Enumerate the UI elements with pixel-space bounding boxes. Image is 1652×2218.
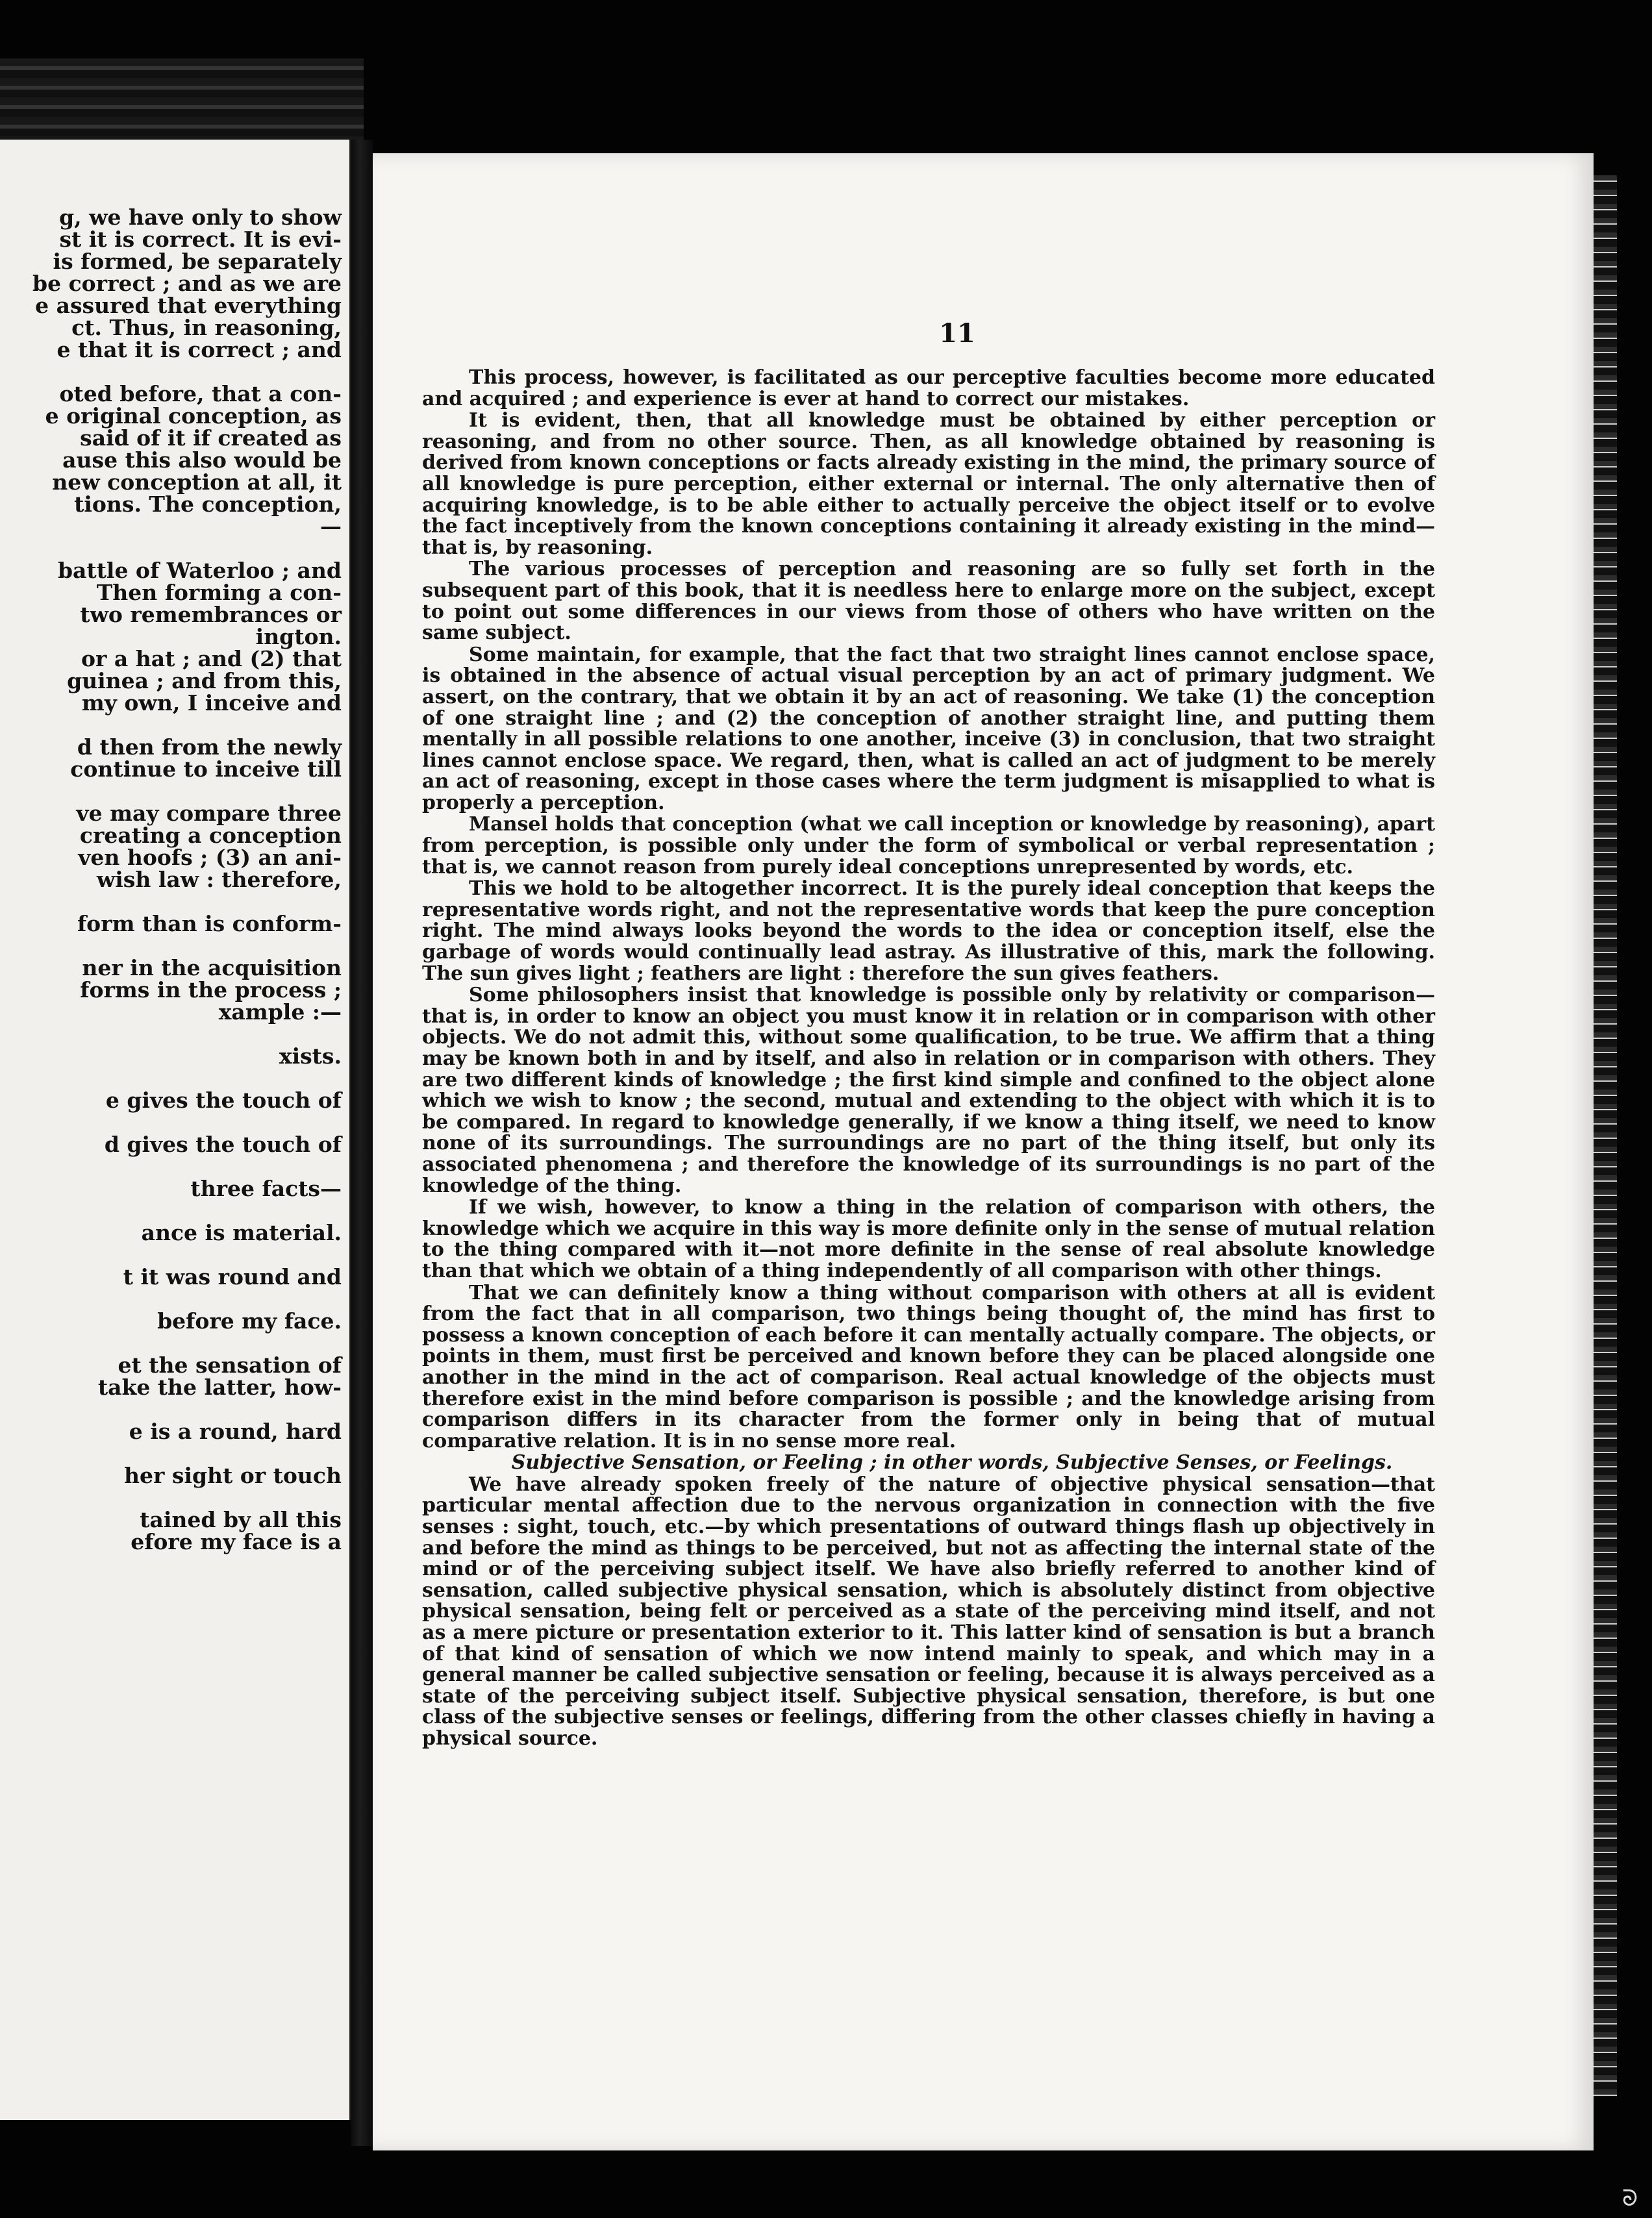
- body-text: [422, 368, 1435, 1751]
- left-page-line: ause this also would be: [62, 447, 342, 473]
- left-page-line: three facts—: [190, 1176, 342, 1201]
- left-page-line: Then forming a con-: [96, 580, 342, 605]
- left-page-line: continue to inceive till: [70, 756, 342, 782]
- left-page-line: d then from the newly: [77, 734, 342, 760]
- left-page-line: or a hat ; and (2) that: [81, 646, 342, 671]
- right-page: [373, 153, 1594, 2150]
- left-page-line: e assured that everything: [35, 293, 342, 318]
- section-heading: Subjective Sensation, or Feeling ; in other words, Subjective Senses, or Feelings.: [511, 1451, 1393, 1475]
- binding-gutter: [351, 140, 373, 2146]
- left-page-line: e original conception, as: [45, 403, 342, 429]
- left-page-line: xists.: [279, 1043, 342, 1069]
- left-page-line: form than is conform-: [77, 911, 342, 936]
- left-page-line: ct. Thus, in reasoning,: [71, 315, 342, 340]
- paragraph: The various processes of perception and reasoning are so fully set forth in the subsequent part of this book, that it is needless here to enlarge more on the subject, except to point out some differences in our views from those of others who have written on the same subject.: [422, 558, 1435, 645]
- left-page-line: ve may compare three: [76, 801, 342, 826]
- left-page-line: e that it is correct ; and: [56, 337, 342, 362]
- left-page-line: her sight or touch: [124, 1463, 342, 1488]
- left-page-line: two remembrances or: [80, 602, 342, 627]
- left-page-line: my own, I inceive and: [81, 690, 342, 716]
- left-page-line: battle of Waterloo ; and: [57, 558, 342, 583]
- paragraph: It is evident, then, that all knowledge must be obtained by either perception or reasoning, and from no other source. Then, as all knowledge obtained by reasoning is derived from known conceptions or facts already existing in the mind, the primary source of all knowledge is pure perception, either external or internal. The only alternative then of acquiring knowledge, is to be able either to actually perceive the object itself or to evolve the fact inceptively from the known conceptions containing it already existing in the mind—that is, by reasoning.: [422, 409, 1435, 559]
- left-page-line: forms in the process ;: [80, 977, 342, 1003]
- left-page-line: oted before, that a con-: [59, 381, 342, 406]
- left-page-line: new conception at all, it: [52, 469, 342, 495]
- book-fore-edge: [1594, 175, 1617, 2097]
- left-page-line: take the latter, how-: [97, 1375, 342, 1400]
- left-page: [0, 140, 353, 2120]
- paragraph: That we can definitely know a thing without comparison with others at all is evident from the fact that in all comparison, two things being thought of, the mind has first to possess a known conception of each before it can mentally actually compare. The objects, or points in them, must first be perceived and known before they can be placed alongside one another in the mind in the act of comparison. Real actual knowledge of the objects must therefore exist in the mind before comparison is possible ; and the knowledge arising from comparison differs in its character from the former only in being that of mutual comparative relation. It is in no sense more real.: [422, 1281, 1435, 1452]
- left-page-line: said of it if created as: [80, 425, 342, 451]
- paragraph: Some philosophers insist that knowledge is possible only by relativity or comparison—that is, in order to know an object you must know it in relation or in comparison with other objects. We do not admit this, without some qualification, to be true. We affirm that a thing may be known both in and by itself, and also in relation or in comparison with others. They are two different kinds of knowledge ; the first kind simple and confined to the object alone which we wish to know ; the second, mutual and extending to the object with which it is to be compared. In regard to knowledge generally, if we know a thing itself, we need to know none of its surroundings. The surroundings are no part of the thing itself, but only its associated phenomena ; and therefore the knowledge of its surroundings is no part of the knowledge of the thing.: [422, 984, 1435, 1197]
- left-page-line: guinea ; and from this,: [67, 668, 342, 693]
- left-page-line: ven hoofs ; (3) an ani-: [78, 845, 342, 870]
- left-page-line: e is a round, hard: [129, 1419, 342, 1444]
- left-page-line: efore my face is a: [131, 1529, 342, 1554]
- paragraph: If we wish, however, to know a thing in the relation of comparison with others, the knowledge which we acquire in this way is more definite only in the sense of mutual relation to the thing compared with it—not more definite in the sense of real absolute knowledge than that which we obtain of a thing independently of all comparison with other things.: [422, 1196, 1435, 1282]
- left-page-line: is formed, be separately: [53, 249, 342, 274]
- left-page-line: tained by all this: [140, 1507, 342, 1532]
- paragraph: This process, however, is facilitated as our perceptive faculties become more educated and acquired ; and experience is ever at hand to correct our mistakes.: [422, 366, 1435, 410]
- left-page-line: t it was round and: [123, 1264, 342, 1290]
- left-page-line: e gives the touch of: [105, 1088, 342, 1113]
- left-page-line: g, we have only to show: [59, 205, 342, 230]
- left-page-line: creating a conception: [79, 823, 342, 848]
- left-page-line: ance is material.: [141, 1220, 342, 1245]
- left-page-line: et the sensation of: [118, 1352, 342, 1378]
- page-number: 11: [939, 318, 975, 349]
- paragraph: This we hold to be altogether incorrect. It is the purely ideal conception that keeps the representative words right, and not the representative words that keep the pure conception right. The mind always looks beyond the words to the idea or conception itself, else the garbage of words would continually lead astray. As illustrative of this, mark the following. The sun gives light ; feathers are light : therefore the sun gives feathers.: [422, 877, 1435, 985]
- scan-corner-mark: ᘐ: [1622, 2186, 1638, 2212]
- paragraph: We have already spoken freely of the nature of objective physical sensation—that particular mental affection due to the nervous organization in connection with the five senses : sight, touch, etc.—by which presentations of outward things flash up objectively in and before the mind as things to be perceived, but not as affecting the internal state of the mind or of the perceiving subject itself. We have also briefly referred to another kind of sensation, called subjective physical sensation, which is absolutely distinct from objective physical sensation, being felt or perceived as a state of the perceiving mind itself, and not as a mere picture or presentation exterior to it. This latter kind of sensation is but a branch of that kind of sensation of which we now intend mainly to speak, and which may in a general manner be called subjective sensation or feeling, because it is always perceived as a state of the perceiving subject itself. Subjective physical sensation, therefore, is but one class of the subjective senses or feelings, differing from the other classes chiefly in having a physical source.: [422, 1473, 1435, 1750]
- paragraph: Mansel holds that conception (what we call inception or knowledge by reasoning), apart from perception, is possible only under the form of symbolical or verbal representation ; that is, we cannot reason from purely ideal conceptions unrepresented by words, etc.: [422, 813, 1435, 878]
- left-page-line: ington.: [255, 624, 342, 649]
- left-page-line: before my face.: [157, 1308, 342, 1334]
- paragraph: Some maintain, for example, that the fact that two straight lines cannot enclose space, is obtained in the absence of actual visual perception by an act of primary judgment. We assert, on the contrary, that we obtain it by an act of reasoning. We take (1) the conception of one straight line ; and (2) the conception of another straight line, and putting them mentally in all possible relations to one another, inceive (3) in conclusion, that two straight lines cannot enclose space. We regard, then, what is called an act of judgment to be merely an act of reasoning, except in those cases where the term judgment is misapplied to what is properly a perception.: [422, 643, 1435, 814]
- left-page-line: be correct ; and as we are: [32, 271, 342, 296]
- left-page-line: st it is correct. It is evi-: [59, 227, 342, 252]
- left-page-line: ner in the acquisition: [82, 955, 342, 980]
- left-page-line: —: [320, 514, 342, 539]
- left-page-line: wish law : therefore,: [96, 867, 342, 892]
- left-page-line: d gives the touch of: [104, 1132, 342, 1157]
- left-page-line: xample :—: [218, 999, 342, 1025]
- left-page-line: tions. The conception,: [74, 492, 342, 517]
